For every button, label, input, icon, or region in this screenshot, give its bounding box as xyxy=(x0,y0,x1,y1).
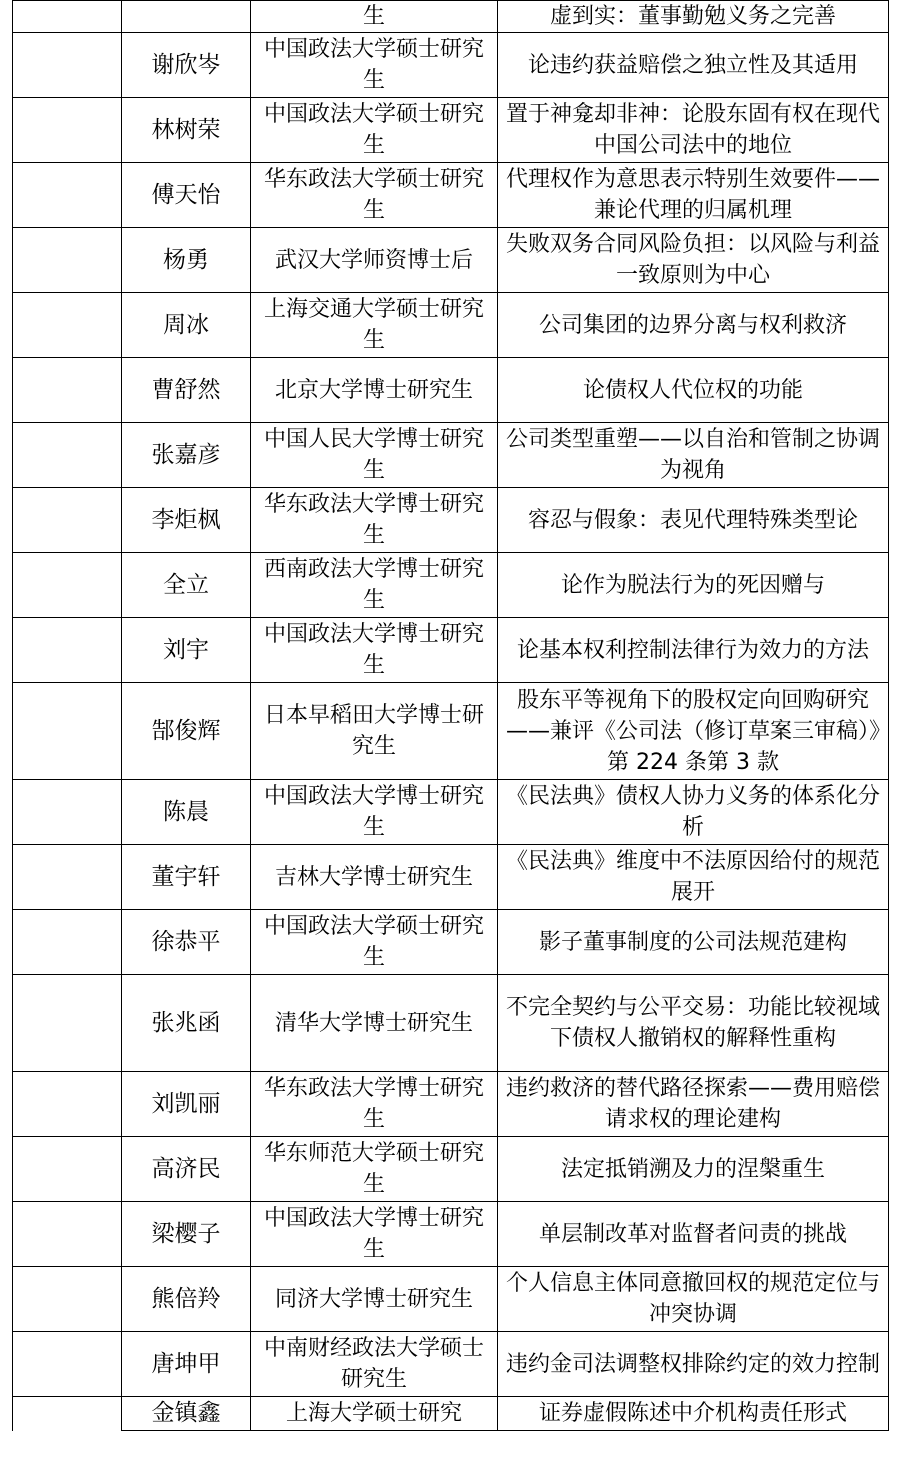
table-row xyxy=(13,618,889,683)
paper-title-cell: 论债权人代位权的功能 xyxy=(498,358,889,423)
table-row xyxy=(13,780,889,845)
document-page xyxy=(12,0,888,1465)
paper-title-cell: 证券虚假陈述中介机构责任形式 xyxy=(498,1397,889,1431)
margin-cell xyxy=(13,1332,122,1397)
paper-title-cell: 《民法典》债权人协力义务的体系化分析 xyxy=(498,780,889,845)
table-row xyxy=(13,163,889,228)
affiliation-cell: 生 xyxy=(251,1,498,33)
affiliation-cell: 中国政法大学硕士研究生 xyxy=(251,910,498,975)
paper-title-cell: 不完全契约与公平交易：功能比较视域下债权人撤销权的解释性重构 xyxy=(498,975,889,1072)
name-cell: 谢欣岑 xyxy=(122,33,251,98)
table-row xyxy=(13,1332,889,1397)
table-row xyxy=(13,293,889,358)
name-cell: 梁樱子 xyxy=(122,1202,251,1267)
name-cell: 陈晨 xyxy=(122,780,251,845)
table-row xyxy=(13,1202,889,1267)
margin-cell xyxy=(13,1137,122,1202)
margin-cell xyxy=(13,423,122,488)
paper-title-cell: 法定抵销溯及力的涅槃重生 xyxy=(498,1137,889,1202)
table-row xyxy=(13,553,889,618)
affiliation-cell: 日本早稻田大学博士研究生 xyxy=(251,683,498,780)
paper-title-cell: 失败双务合同风险负担：以风险与利益一致原则为中心 xyxy=(498,228,889,293)
name-cell: 全立 xyxy=(122,553,251,618)
paper-title-cell: 违约金司法调整权排除约定的效力控制 xyxy=(498,1332,889,1397)
margin-cell xyxy=(13,1397,122,1431)
margin-cell xyxy=(13,1267,122,1332)
margin-cell xyxy=(13,553,122,618)
name-cell: 刘凯丽 xyxy=(122,1072,251,1137)
margin-cell xyxy=(13,975,122,1072)
name-cell: 金镇鑫 xyxy=(122,1397,251,1431)
table-row xyxy=(13,1267,889,1332)
paper-title-cell: 论作为脱法行为的死因赠与 xyxy=(498,553,889,618)
name-cell xyxy=(122,1,251,33)
table-row xyxy=(13,98,889,163)
table-row xyxy=(13,1397,889,1431)
name-cell: 董宇轩 xyxy=(122,845,251,910)
paper-title-cell: 公司类型重塑——以自治和管制之协调为视角 xyxy=(498,423,889,488)
paper-title-cell: 个人信息主体同意撤回权的规范定位与冲突协调 xyxy=(498,1267,889,1332)
table-row xyxy=(13,33,889,98)
affiliation-cell: 中国政法大学博士研究生 xyxy=(251,1202,498,1267)
affiliation-cell: 华东政法大学博士研究生 xyxy=(251,1072,498,1137)
margin-cell xyxy=(13,618,122,683)
affiliation-cell: 上海交通大学硕士研究生 xyxy=(251,293,498,358)
paper-title-cell: 容忍与假象：表见代理特殊类型论 xyxy=(498,488,889,553)
margin-cell xyxy=(13,358,122,423)
margin-cell xyxy=(13,33,122,98)
paper-title-cell: 影子董事制度的公司法规范建构 xyxy=(498,910,889,975)
paper-title-cell: 论基本权利控制法律行为效力的方法 xyxy=(498,618,889,683)
margin-cell xyxy=(13,1072,122,1137)
paper-title-cell: 置于神龛却非神：论股东固有权在现代中国公司法中的地位 xyxy=(498,98,889,163)
name-cell: 张嘉彦 xyxy=(122,423,251,488)
paper-title-cell: 虚到实：董事勤勉义务之完善 xyxy=(498,1,889,33)
name-cell: 杨勇 xyxy=(122,228,251,293)
table-row xyxy=(13,228,889,293)
table-row xyxy=(13,1072,889,1137)
margin-cell xyxy=(13,163,122,228)
margin-cell xyxy=(13,780,122,845)
affiliation-cell: 上海大学硕士研究 xyxy=(251,1397,498,1431)
affiliation-cell: 中国政法大学博士研究生 xyxy=(251,780,498,845)
table-row xyxy=(13,488,889,553)
table-row xyxy=(13,1137,889,1202)
margin-cell xyxy=(13,683,122,780)
paper-title-cell: 《民法典》维度中不法原因给付的规范展开 xyxy=(498,845,889,910)
affiliation-cell: 中国人民大学博士研究生 xyxy=(251,423,498,488)
paper-title-cell: 公司集团的边界分离与权利救济 xyxy=(498,293,889,358)
affiliation-cell: 中南财经政法大学硕士研究生 xyxy=(251,1332,498,1397)
affiliation-cell: 中国政法大学博士研究生 xyxy=(251,618,498,683)
name-cell: 周冰 xyxy=(122,293,251,358)
margin-cell xyxy=(13,1202,122,1267)
name-cell: 熊倍羚 xyxy=(122,1267,251,1332)
affiliation-cell: 清华大学博士研究生 xyxy=(251,975,498,1072)
margin-cell xyxy=(13,845,122,910)
name-cell: 傅天怡 xyxy=(122,163,251,228)
affiliation-cell: 西南政法大学博士研究生 xyxy=(251,553,498,618)
margin-cell xyxy=(13,1,122,33)
name-cell: 刘宇 xyxy=(122,618,251,683)
name-cell: 张兆函 xyxy=(122,975,251,1072)
margin-cell xyxy=(13,228,122,293)
affiliation-cell: 华东政法大学硕士研究生 xyxy=(251,163,498,228)
affiliation-cell: 武汉大学师资博士后 xyxy=(251,228,498,293)
paper-title-cell: 代理权作为意思表示特别生效要件——兼论代理的归属机理 xyxy=(498,163,889,228)
affiliation-cell: 吉林大学博士研究生 xyxy=(251,845,498,910)
margin-cell xyxy=(13,293,122,358)
affiliation-cell: 华东师范大学硕士研究生 xyxy=(251,1137,498,1202)
affiliation-cell: 北京大学博士研究生 xyxy=(251,358,498,423)
margin-cell xyxy=(13,98,122,163)
table-row xyxy=(13,910,889,975)
margin-cell xyxy=(13,910,122,975)
paper-title-cell: 论违约获益赔偿之独立性及其适用 xyxy=(498,33,889,98)
table-row xyxy=(13,423,889,488)
table-row xyxy=(13,845,889,910)
name-cell: 徐恭平 xyxy=(122,910,251,975)
name-cell: 李炬枫 xyxy=(122,488,251,553)
paper-title-cell: 违约救济的替代路径探索——费用赔偿请求权的理论建构 xyxy=(498,1072,889,1137)
paper-title-cell: 股东平等视角下的股权定向回购研究——兼评《公司法（修订草案三审稿）》第 224 条第 3 款 xyxy=(498,683,889,780)
table-row xyxy=(13,975,889,1072)
affiliation-cell: 中国政法大学硕士研究生 xyxy=(251,33,498,98)
table-body xyxy=(13,1,889,1431)
name-cell: 高济民 xyxy=(122,1137,251,1202)
paper-title-cell: 单层制改革对监督者问责的挑战 xyxy=(498,1202,889,1267)
affiliation-cell: 华东政法大学博士研究生 xyxy=(251,488,498,553)
table-row xyxy=(13,683,889,780)
name-cell: 郜俊辉 xyxy=(122,683,251,780)
table-row xyxy=(13,1,889,33)
affiliation-cell: 同济大学博士研究生 xyxy=(251,1267,498,1332)
margin-cell xyxy=(13,488,122,553)
paper-list-table xyxy=(12,0,889,1431)
affiliation-cell: 中国政法大学硕士研究生 xyxy=(251,98,498,163)
table-row xyxy=(13,358,889,423)
name-cell: 曹舒然 xyxy=(122,358,251,423)
name-cell: 林树荣 xyxy=(122,98,251,163)
name-cell: 唐坤甲 xyxy=(122,1332,251,1397)
